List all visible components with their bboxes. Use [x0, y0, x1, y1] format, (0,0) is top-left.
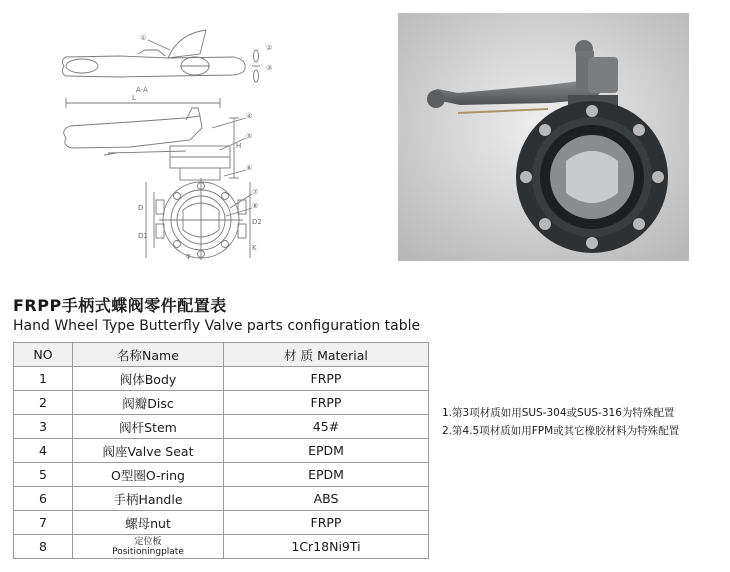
header-material: 材 质 Material: [224, 343, 429, 367]
header-name: 名称Name: [73, 343, 224, 367]
row-no: 4: [14, 439, 73, 463]
callout-1: ①: [140, 34, 147, 42]
table-row: [14, 487, 429, 511]
row-name: [73, 535, 224, 559]
row-no: 7: [14, 511, 73, 535]
row-material: EPDM: [224, 463, 429, 487]
table-row: [14, 463, 429, 487]
product-photo: [398, 13, 689, 261]
callout-2: ②: [266, 44, 273, 52]
row-no: 8: [14, 535, 73, 559]
table-title-chinese: FRPP手柄式蝶阀零件配置表: [13, 296, 227, 315]
table-header-row: [14, 343, 429, 367]
row-material: 1Cr18Ni9Ti: [224, 535, 429, 559]
technical-drawing: [20, 10, 310, 262]
table-row: [14, 535, 429, 559]
dimension-K: K: [252, 244, 257, 252]
row-no: 2: [14, 391, 73, 415]
row-material: FRPP: [224, 367, 429, 391]
callout-4: ④: [246, 112, 253, 120]
callout-6: ⑥: [246, 164, 253, 172]
dimension-D2: D2: [252, 218, 262, 226]
row-name: 阀体Body: [73, 367, 224, 391]
table-row: [14, 439, 429, 463]
dimension-D: D: [138, 204, 144, 212]
parts-table: [13, 342, 429, 559]
row-no: 6: [14, 487, 73, 511]
row-material: FRPP: [224, 391, 429, 415]
row-no: 1: [14, 367, 73, 391]
row-name-cn: 定位板: [134, 536, 162, 547]
row-no: 5: [14, 463, 73, 487]
row-material: 45#: [224, 415, 429, 439]
callout-3: ③: [266, 64, 273, 72]
table-row: [14, 415, 429, 439]
table-title-english: Hand Wheel Type Butterfly Valve parts configuration table: [13, 318, 421, 334]
row-material: EPDM: [224, 439, 429, 463]
callout-8: ⑧: [252, 202, 259, 210]
dimension-D1: D1: [138, 232, 148, 240]
note-1: 1.第3项材质如用SUS-304或SUS-316为特殊配置: [442, 407, 675, 419]
table-row: [14, 391, 429, 415]
callout-7: ⑦: [252, 188, 259, 196]
row-name: O型圈O-ring: [73, 463, 224, 487]
header-no: NO: [14, 343, 73, 367]
row-material: FRPP: [224, 511, 429, 535]
table-row: [14, 511, 429, 535]
row-name: 阀杆Stem: [73, 415, 224, 439]
row-material: ABS: [224, 487, 429, 511]
row-name: 螺母nut: [73, 511, 224, 535]
dimension-phi: φ: [186, 252, 191, 260]
row-no: 3: [14, 415, 73, 439]
dimension-L: L: [132, 94, 136, 102]
notes: [442, 404, 679, 440]
section-label: A-A: [136, 86, 148, 94]
note-2: 2.第4.5项材质如用FPM或其它橡胶材料为特殊配置: [442, 425, 680, 437]
row-name: 阀瓣Disc: [73, 391, 224, 415]
row-name-en: Positioningplate: [112, 546, 184, 557]
table-row: [14, 367, 429, 391]
callout-5: ⑤: [246, 132, 253, 140]
row-name: 阀座Valve Seat: [73, 439, 224, 463]
row-name: 手柄Handle: [73, 487, 224, 511]
dimension-H: H: [236, 142, 242, 150]
